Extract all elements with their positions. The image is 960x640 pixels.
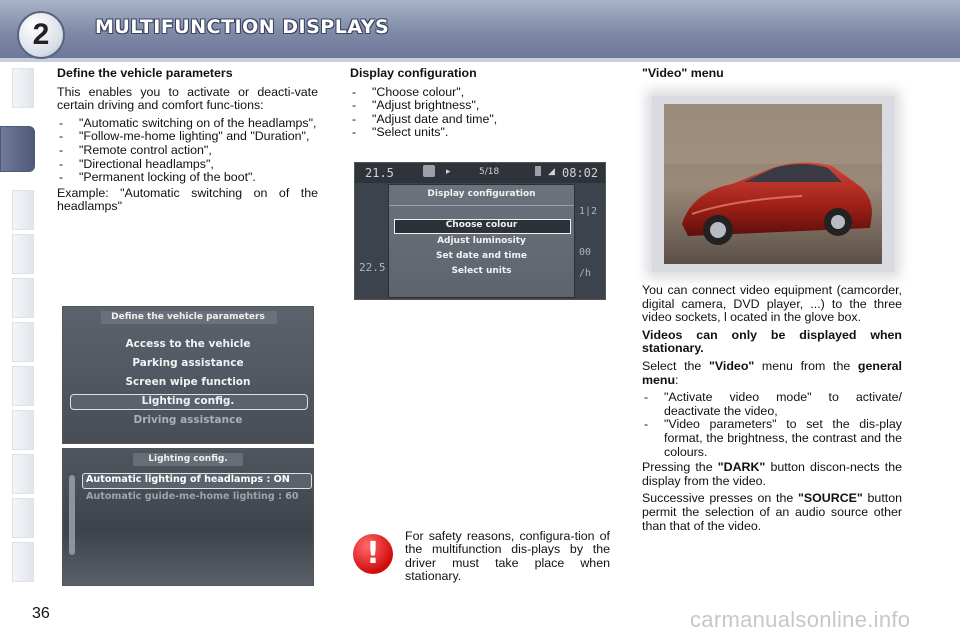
dark-button-term: "DARK" [717,460,766,475]
chapter-tabs [0,62,33,582]
text-span: : [675,372,679,387]
vehicle-params-example: Example: "Automatic switching on of the headlamps" [57,185,318,214]
lighting-config-screen [62,448,314,586]
display-config-panel [388,184,575,298]
chapter-tab-7[interactable] [12,366,34,406]
vehicle-params-heading: Define the vehicle parameters [57,66,233,80]
signal-icon: ◢ [548,166,555,176]
video-source-instruction [642,492,902,533]
text-span: Select the [642,358,709,373]
display-screen-item: Set date and time [435,251,527,261]
vehicle-screen-item: Driving assistance [133,414,243,426]
side-value-right: 1|2 [579,206,598,217]
list-item: - "Automatic switching on of the headlamps", [57,117,318,131]
video-frame [652,96,894,272]
list-item: - "Remote control action", [57,144,318,158]
display-config-list [350,86,590,140]
status-track: 5/18 [479,167,500,177]
vehicle-screen-item-selected: Lighting config. [141,395,235,407]
scrollbar[interactable] [69,475,75,555]
display-config-section [350,67,590,142]
lighting-screen-item: Automatic guide-me-home lighting : 60 [86,491,299,502]
chapter-title: MULTIFUNCTION DISPLAYS [95,16,390,38]
video-options-list [642,391,902,459]
vehicle-params-section [57,67,318,218]
chapter-tab-4[interactable] [12,234,34,274]
vehicle-screen-item: Access to the vehicle [125,338,251,350]
video-heading: "Video" menu [642,66,724,80]
text-span: button permit the selection of an audio source other than that of the video. [642,491,902,533]
vehicle-screen-item: Screen wipe function [125,376,251,388]
chapter-tab-1[interactable] [12,68,34,108]
radio-icon [423,165,435,177]
phone-icon [535,166,541,176]
source-button-term: "SOURCE" [798,491,863,506]
chapter-tab-6[interactable] [12,322,34,362]
video-select-instruction [642,360,902,387]
video-section [642,284,902,537]
chapter-tab-8[interactable] [12,410,34,450]
vehicle-screen-title: Define the vehicle parameters [111,312,265,322]
chapter-tab-9[interactable] [12,454,34,494]
lighting-screen-item-selected: Automatic lighting of headlamps : ON [86,474,290,485]
list-item: - "Select units". [350,126,590,140]
chapter-tab-10[interactable] [12,498,34,538]
chapter-badge: 2 [17,11,65,59]
text-span: menu from the [754,358,858,373]
page-number: 36 [32,605,50,622]
vehicle-params-list [57,117,318,185]
chapter-tab-2-active[interactable] [0,126,35,172]
title-divider [389,205,574,206]
lighting-screen-title: Lighting config. [148,454,228,464]
video-menu-term: "Video" [709,358,755,373]
list-item: - "Permanent locking of the boot". [57,171,318,185]
list-item: - "Adjust date and time", [350,113,590,127]
text-span: Successive presses on the [642,491,799,506]
vehicle-params-intro: This enables you to activate or deacti-vate certain driving and comfort func-tions: [57,84,318,113]
side-value-right: 00 [579,247,592,258]
status-temperature: 21.5 [365,166,394,180]
vehicle-screen-item: Parking assistance [132,357,244,369]
video-dark-instruction [642,461,902,488]
display-config-screen [354,162,606,300]
chapter-tab-5[interactable] [12,278,34,318]
warning-note [405,530,610,588]
text-span: Pressing the [642,460,718,475]
display-screen-item: Adjust luminosity [437,236,526,246]
side-value-right: /h [579,268,592,279]
list-item: - "Directional headlamps", [57,158,318,172]
watermark: carmanualsonline.info [690,607,911,632]
play-icon: ▸ [446,166,451,176]
status-time: 08:02 [562,166,599,180]
display-screen-item: Select units [451,266,512,276]
video-stationary: Videos can only be displayed when stationary. [642,327,902,356]
general-menu-term: general menu [642,358,902,387]
chapter-tab-11[interactable] [12,542,34,582]
display-screen-title: Display configuration [427,189,536,199]
warning-text: For safety reasons, configura-tion of the multifunction dis-plays by the driver must take place when stationary. [405,529,610,584]
car-video-image [652,96,894,272]
list-item: - "Follow-me-home lighting" and "Duration", [57,130,318,144]
list-item: - "Video parameters" to set the dis-play format, the brightness, the contrast and the colours. [642,418,902,459]
display-config-heading: Display configuration [350,66,477,80]
header-strip [0,58,960,62]
chapter-tab-3[interactable] [12,190,34,230]
list-item: - "Activate video mode" to activate/ deactivate the video, [642,391,902,418]
video-heading-block [642,67,902,86]
display-screen-item-selected: Choose colour [445,220,518,230]
text-span: button discon-nects the display from the video. [642,460,902,488]
vehicle-params-screen [62,306,314,444]
warning-icon: ! [353,534,393,574]
video-intro: You can connect video equipment (camcorder, digital camera, DVD player, ...) to the three video sockets, l ocated in the glove box. [642,283,902,325]
side-value-left: 22.5 [359,261,386,274]
list-item: - "Adjust brightness", [350,99,590,113]
list-item: - "Choose colour", [350,86,590,100]
